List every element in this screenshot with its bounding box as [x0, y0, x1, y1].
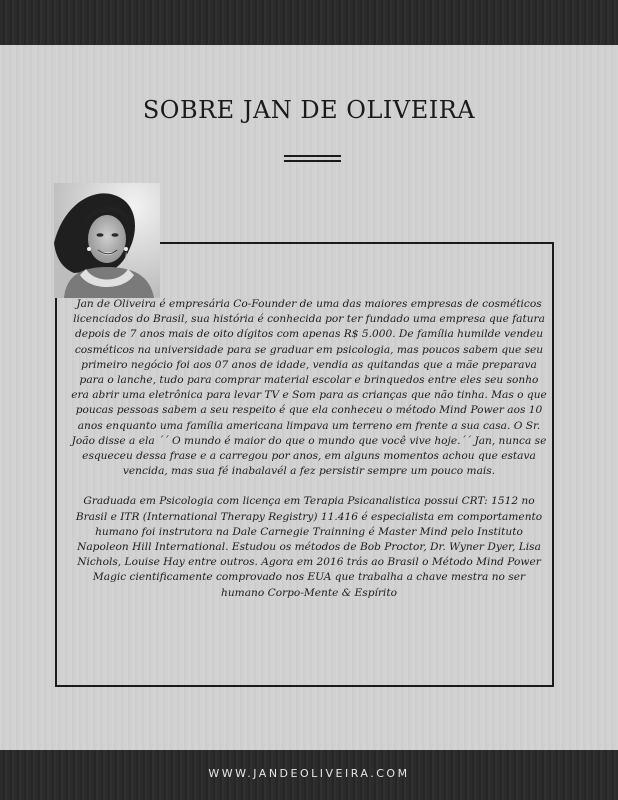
portrait-photo	[54, 183, 160, 298]
bio-paragraph-1: Jan de Oliveira é empresária Co-Founder de uma das maiores empresas de cosméticos licenciados do Brasil, sua história é conhecida por ter fundado uma empresa que fatura depois de 7 anos mais de oito dígitos com apenas R$ 5.000. De família humilde vendeu cosméticos na universidade para se graduar em psicologia, mas poucos sabem que seu primeiro negócio foi aos 07 anos de idade, vendia as quitandas que a mãe preparava para o lanche, tudo para comprar material escolar e brinquedos entre eles seu sonho era abrir uma eletrônica para levar TV e Som para as crianças que não tinha. Mas o que poucas pessoas sabem a seu respeito é que ela conheceu o método Mind Power aos 10 anos enquanto uma família americana limpava um terreno em frente a sua casa. O Sr. João disse a ela ´´ O mundo é maior do que o mundo que você vive hoje.´´ Jan, nunca se esqueceu dessa frase e a carregou por anos, em alguns momentos achou que estava vencida, mas sua fé inabalavél a fez persistir sempre um pouco mais.	[71, 298, 547, 478]
top-dark-band	[0, 0, 618, 45]
bio-paragraph-2: Graduada em Psicologia com licença em Terapia Psicanalistica possui CRT: 1512 no Brasil e ITR (International Therapy Registry) 11.416 é especialista em comportamento humano foi instrutora na Dale Carnegie Trainning é Master Mind pelo Instituto Napoleon Hill International. Estudou os métodos de Bob Proctor, Dr. Wyner Dyer, Lisa Nichols, Louise Hay entre outros. Agora em 2016 trás ao Brasil o Método Mind Power Magic cientificamente comprovado nos EUA que trabalha a chave mestra no ser humano Corpo-Mente & Espírito	[75, 495, 543, 599]
title-divider-line-bottom	[284, 160, 341, 162]
page-title: SOBRE JAN DE OLIVEIRA	[142, 96, 476, 124]
website-link[interactable]: WWW.JANDEOLIVEIRA.COM	[208, 767, 410, 780]
title-divider-line-top	[284, 155, 341, 157]
portrait-image	[54, 183, 160, 298]
bio-text	[70, 297, 548, 601]
